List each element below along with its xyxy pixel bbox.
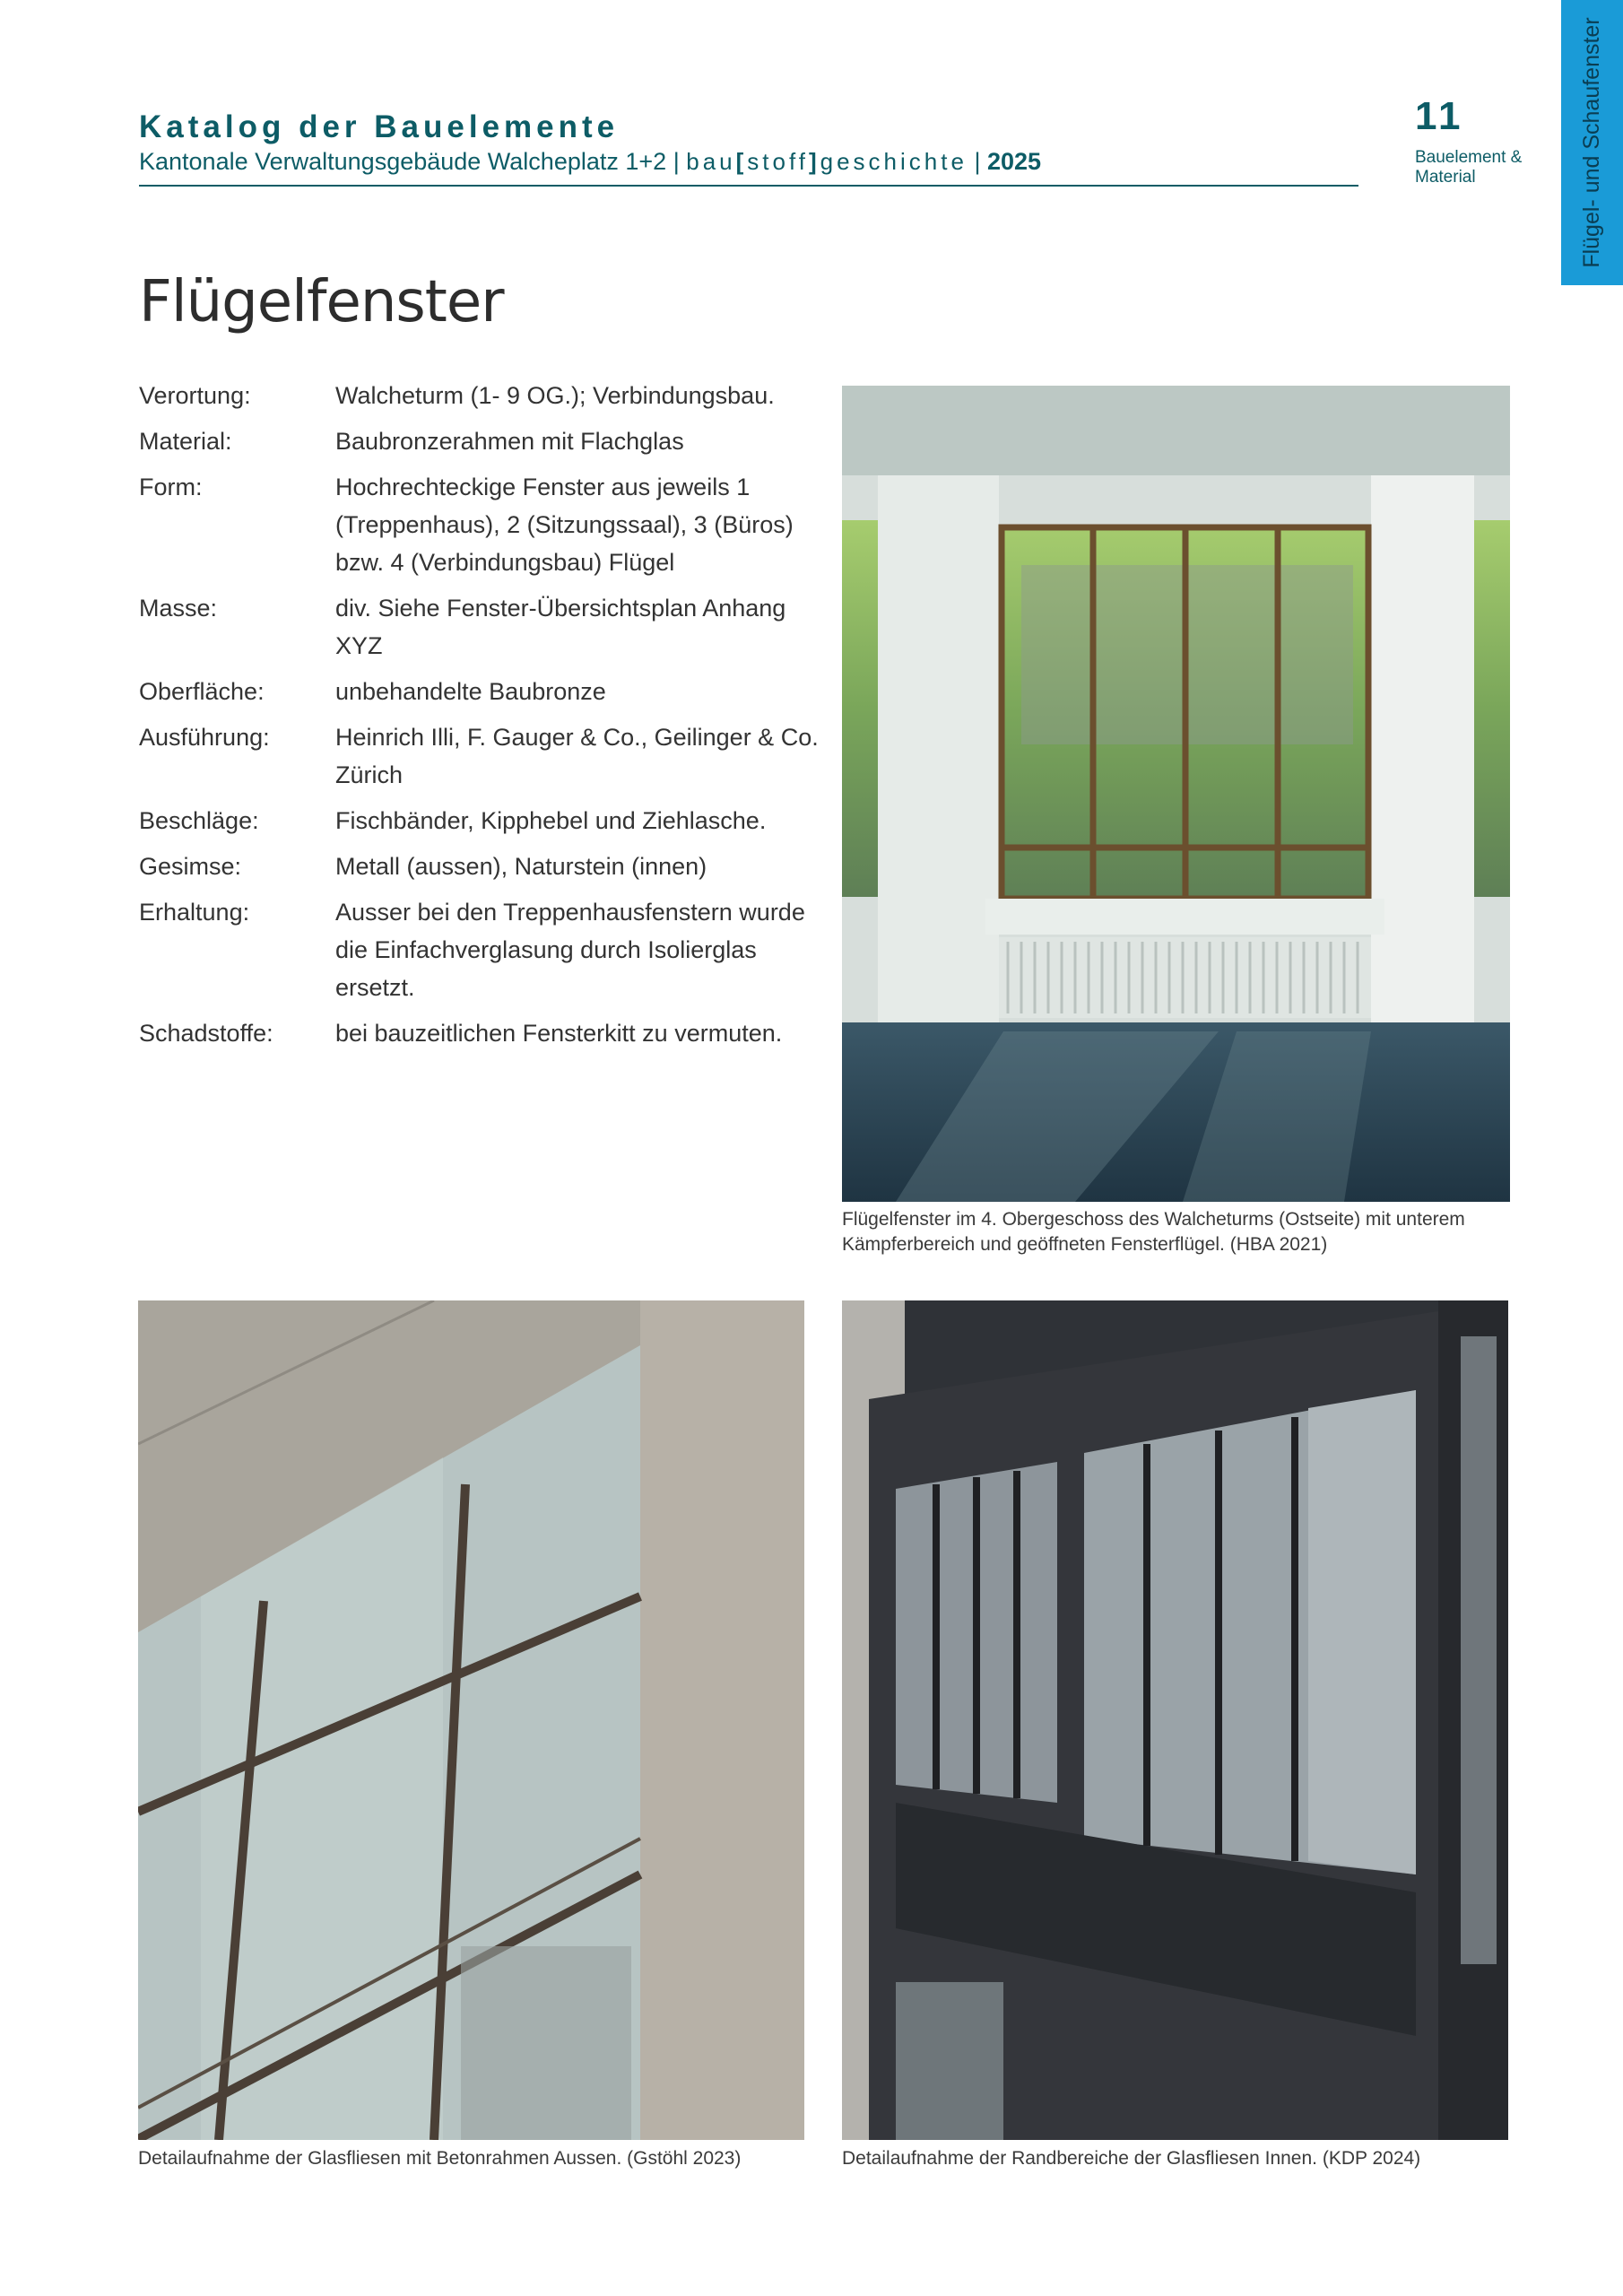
chapter-tab: [1561, 0, 1623, 285]
property-label: Oberfläche:: [139, 678, 265, 705]
property-label: Schadstoffe:: [139, 1020, 273, 1047]
property-label: Gesimse:: [139, 853, 242, 880]
catalog-subtitle: [139, 148, 1041, 176]
property-label: Ausführung:: [139, 724, 270, 751]
property-row: [139, 718, 829, 794]
header-rule: [139, 185, 1358, 187]
catalog-title: Katalog der Bauelemente: [139, 109, 620, 144]
property-value: Heinrich Illi, F. Gauger & Co., Geilinger & Co. Zürich: [335, 724, 819, 788]
property-row: [139, 468, 829, 581]
property-label: Beschläge:: [139, 807, 259, 834]
photo-caption: Detailaufnahme der Glasfliesen mit Betonrahmen Aussen. (Gstöhl 2023): [138, 2148, 742, 2169]
property-value: Walcheturm (1- 9 OG.); Verbindungsbau.: [335, 382, 775, 409]
photo-interior-edge: [842, 1300, 1508, 2140]
property-row: [139, 377, 829, 414]
brand-logo: bau[stoff]geschichte: [686, 148, 968, 175]
chapter-tab-label: Flügel- und Schaufenster: [1579, 17, 1604, 268]
separator: |: [673, 148, 680, 175]
exterior-glass-illustration: [138, 1300, 804, 2140]
property-value: Fischbänder, Kipphebel und Ziehlasche.: [335, 807, 767, 834]
property-value: Hochrechteckige Fenster aus jeweils 1 (Treppenhaus), 2 (Sitzungssaal), 3 (Büros) bzw. 4 (Verbindungsbau) Flügel: [335, 474, 794, 576]
property-label: Verortung:: [139, 382, 251, 409]
page-number: 11: [1415, 94, 1464, 138]
property-row: [139, 1014, 829, 1052]
property-label: Material:: [139, 428, 232, 455]
property-list: [139, 377, 829, 1060]
property-row: [139, 893, 829, 1006]
property-value: div. Siehe Fenster-Übersichtsplan Anhang XYZ: [335, 595, 786, 659]
property-row: [139, 848, 829, 885]
property-value: Ausser bei den Treppenhausfenstern wurde die Einfachverglasung durch Isolierglas ersetzt.: [335, 899, 805, 1001]
property-value: Metall (aussen), Naturstein (innen): [335, 853, 707, 880]
property-value: unbehandelte Baubronze: [335, 678, 606, 705]
property-value: Baubronzerahmen mit Flachglas: [335, 428, 684, 455]
photo-caption: Detailaufnahme der Randbereiche der Glasfliesen Innen. (KDP 2024): [842, 2148, 1421, 2169]
property-label: Form:: [139, 474, 203, 500]
property-label: Masse:: [139, 595, 218, 622]
property-row: [139, 422, 829, 460]
property-row: [139, 673, 829, 710]
photo-exterior-glass: [138, 1300, 804, 2140]
subtitle-text: Kantonale Verwaltungsgebäude Walcheplatz 1+2: [139, 148, 667, 175]
page-category: Bauelement & Material: [1415, 148, 1523, 187]
property-value: bei bauzeitlichen Fensterkitt zu vermuten.: [335, 1020, 783, 1047]
property-label: Erhaltung:: [139, 899, 250, 926]
interior-window-illustration: [842, 386, 1510, 1202]
separator: |: [974, 148, 981, 175]
photo-caption: Flügelfenster im 4. Obergeschoss des Walcheturms (Ostseite) mit unterem Kämpferbereich und geöffneten Fensterflügel. (HBA 2021): [842, 1209, 1465, 1255]
property-row: [139, 802, 829, 839]
property-row: [139, 589, 829, 665]
year: 2025: [987, 148, 1042, 175]
page-title: Flügelfenster: [139, 269, 504, 335]
photo-interior-window: [842, 386, 1510, 1202]
interior-edge-illustration: [842, 1300, 1508, 2140]
